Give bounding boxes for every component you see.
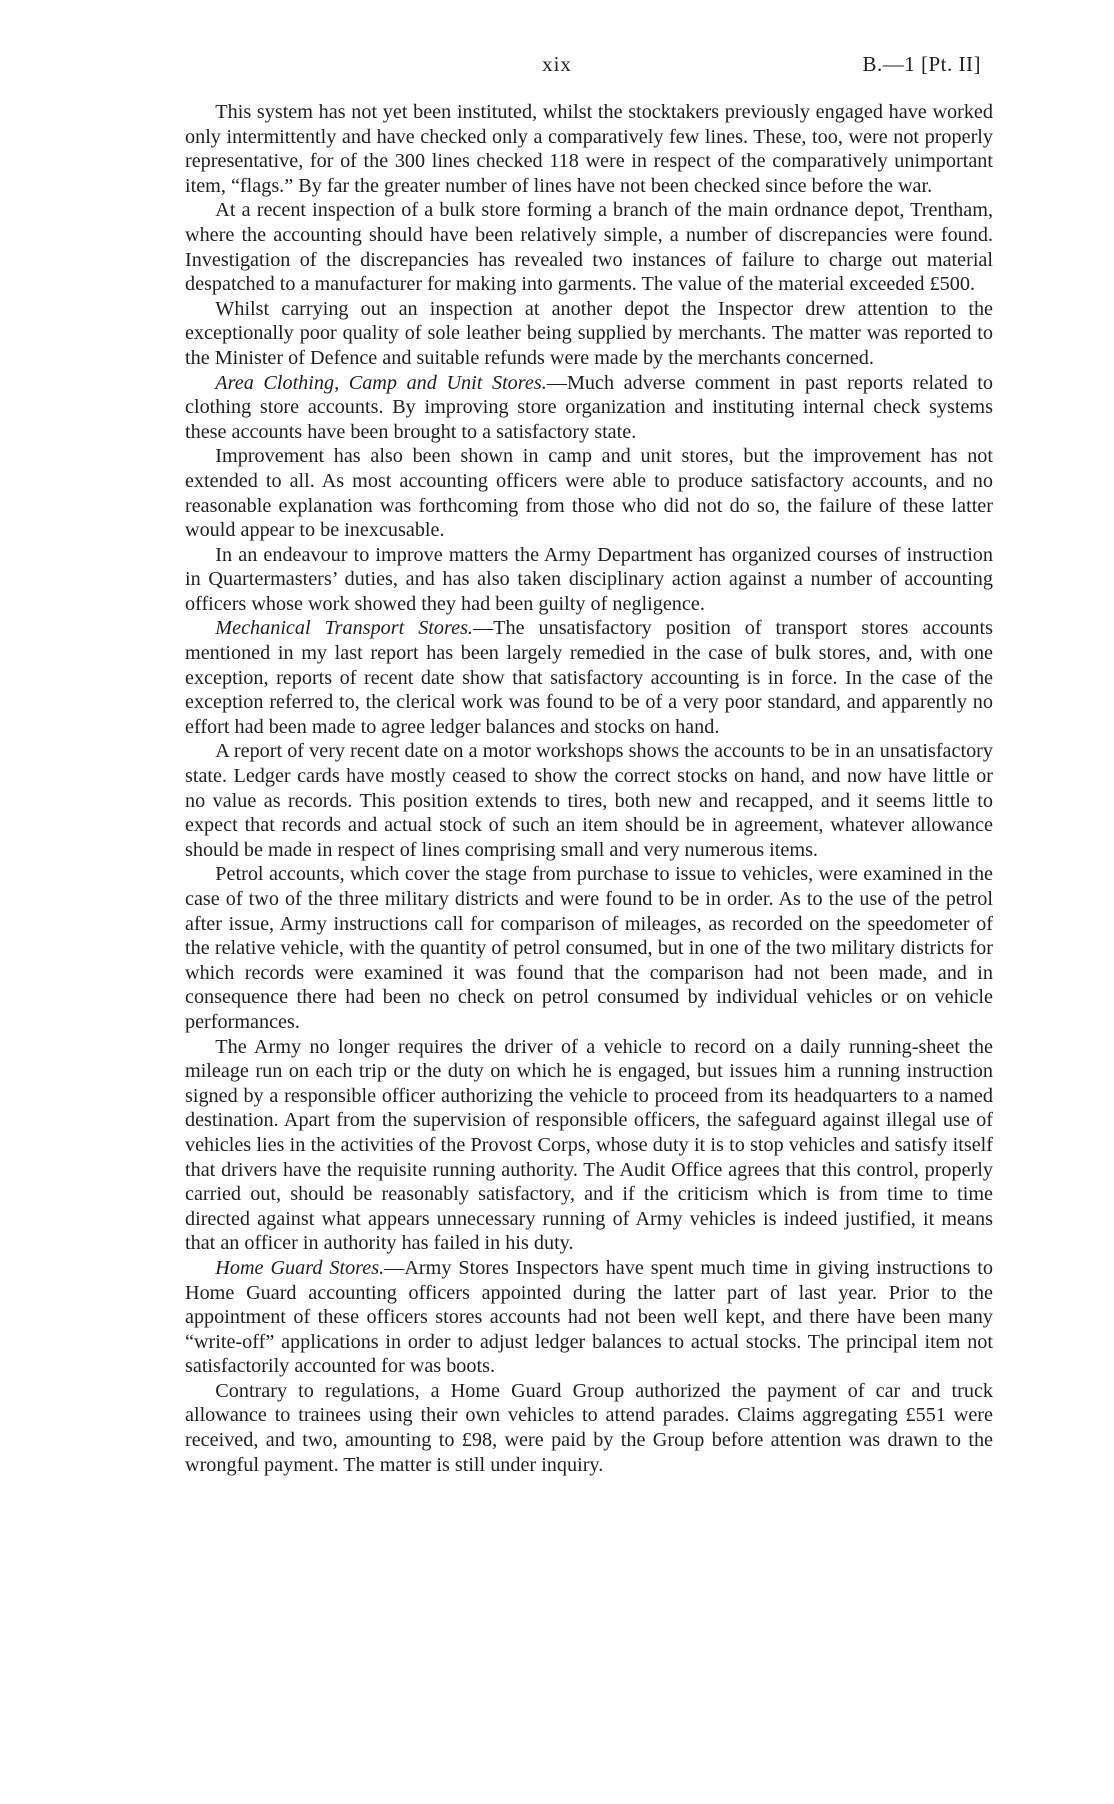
paragraph-text: Whilst carrying out an inspection at another depot the Inspector drew attention to the exceptionally poor quality of sole leather being supplied by merchants. The matter was reported to the Minister of Defence and suitable refunds were made by the merchants concerned.	[185, 297, 993, 369]
paragraph-text: The Army no longer requires the driver of a vehicle to record on a daily running-sheet the mileage run on each trip or the duty on which he is engaged, but issues him a running instruction signed by a responsible officer authorizing the vehicle to proceed from its headquarters to a named destination. Apart from the supervision of responsible officers, the safeguard against illegal use of vehicles lies in the activities of the Provost Corps, whose duty it is to stop vehicles and satisfy itself that drivers have the requisite running authority. The Audit Office agrees that this control, properly carried out, should be reasonably satisfactory, and if the criticism which is from time to time directed against what appears unnecessary running of Army vehicles is indeed justified, it means that an officer in authority has failed in his duty.	[185, 1035, 993, 1255]
section-heading: Area Clothing, Camp and Unit Stores.	[215, 371, 547, 394]
paragraph	[185, 1379, 993, 1477]
paragraph-text: A report of very recent date on a motor workshops shows the accounts to be in an unsatisfactory state. Ledger cards have mostly ceased to show the correct stocks on hand, and now have little or no value as records. This position extends to tires, both new and recapped, and it seems little to expect that records and actual stock of such an item should be in agreement, whatever allowance should be made in respect of lines comprising small and very numerous items.	[185, 740, 993, 861]
page-header	[0, 52, 1114, 82]
paragraph-text: Contrary to regulations, a Home Guard Group authorized the payment of car and truck allowance to trainees using their own vehicles to attend parades. Claims aggregating £551 were received, and two, amounting to £98, were paid by the Group before attention was drawn to the wrongful payment. The matter is still under inquiry.	[185, 1379, 993, 1476]
paragraph-text: —The unsatisfactory position of transport stores accounts mentioned in my last report has been largely remedied in the case of bulk stores, and, with one exception, reports of recent date show that satisfactory accounting is in force. In the case of the exception referred to, the clerical work was found to be of a very poor standard, and apparently no effort had been made to agree ledger balances and stocks on hand.	[185, 617, 993, 738]
paragraph	[185, 444, 993, 542]
paragraph	[185, 297, 993, 371]
paragraph	[185, 862, 993, 1034]
paragraph	[185, 371, 993, 445]
paragraph	[185, 100, 993, 198]
paragraph	[185, 543, 993, 617]
paragraph-text: Improvement has also been shown in camp and unit stores, but the improvement has not extended to all. As most accounting officers were able to produce satisfactory accounts, and no reasonable explanation was forthcoming from those who did not do so, the failure of these latter would appear to be inexcusable.	[185, 445, 993, 542]
paragraph	[185, 1256, 993, 1379]
paragraph-text: At a recent inspection of a bulk store forming a branch of the main ordnance depot, Trentham, where the accounting should have been relatively simple, a number of discrepancies were found. Investigation of the discrepancies has revealed two instances of failure to charge out material despatched to a manufacturer for making into garments. The value of the material exceeded £500.	[185, 199, 993, 296]
document-reference: B.—1 [Pt. II]	[862, 52, 981, 76]
paragraph-text: —Much adverse comment in past reports related to clothing store accounts. By improving store organization and instituting internal check systems these accounts have been brought to a satisfactory state.	[185, 371, 994, 443]
paragraph-text: This system has not yet been instituted, whilst the stocktakers previously engaged have worked only intermittently and have checked only a comparatively few lines. These, too, were not properly representative, for of the 300 lines checked 118 were in respect of the comparatively unimportant item, “flags.” By far the greater number of lines have not been checked since before the war.	[185, 101, 993, 197]
section-heading: Home Guard Stores.	[215, 1256, 385, 1279]
paragraph	[185, 739, 993, 862]
paragraph-text: In an endeavour to improve matters the Army Department has organized courses of instruction in Quartermasters’ duties, and has also taken disciplinary action against a number of accounting officers whose work showed they had been guilty of negligence.	[185, 543, 993, 615]
paragraph	[185, 198, 993, 296]
document-body	[185, 100, 993, 1477]
section-heading: Mechanical Transport Stores.	[215, 617, 473, 640]
page-number: xix	[542, 52, 572, 76]
paragraph-text: Petrol accounts, which cover the stage from purchase to issue to vehicles, were examined in the case of two of the three military districts and were found to be in order. As to the use of the petrol after issue, Army instructions call for comparison of mileages, as recorded on the speedometer of the relative vehicle, with the quantity of petrol consumed, but in one of the two military districts for which records were examined it was found that the comparison had not been made, and in consequence there had been no check on petrol consumed by individual vehicles or on vehicle performances.	[185, 863, 993, 1033]
paragraph-text: —Army Stores Inspectors have spent much time in giving instructions to Home Guard accounting officers appointed during the latter part of last year. Prior to the appointment of these officers stores accounts had not been well kept, and there have been many “write-off” applications in order to adjust ledger balances to actual stocks. The principal item not satisfactorily accounted for was boots.	[185, 1256, 993, 1378]
paragraph	[185, 616, 993, 739]
paragraph	[185, 1035, 993, 1256]
